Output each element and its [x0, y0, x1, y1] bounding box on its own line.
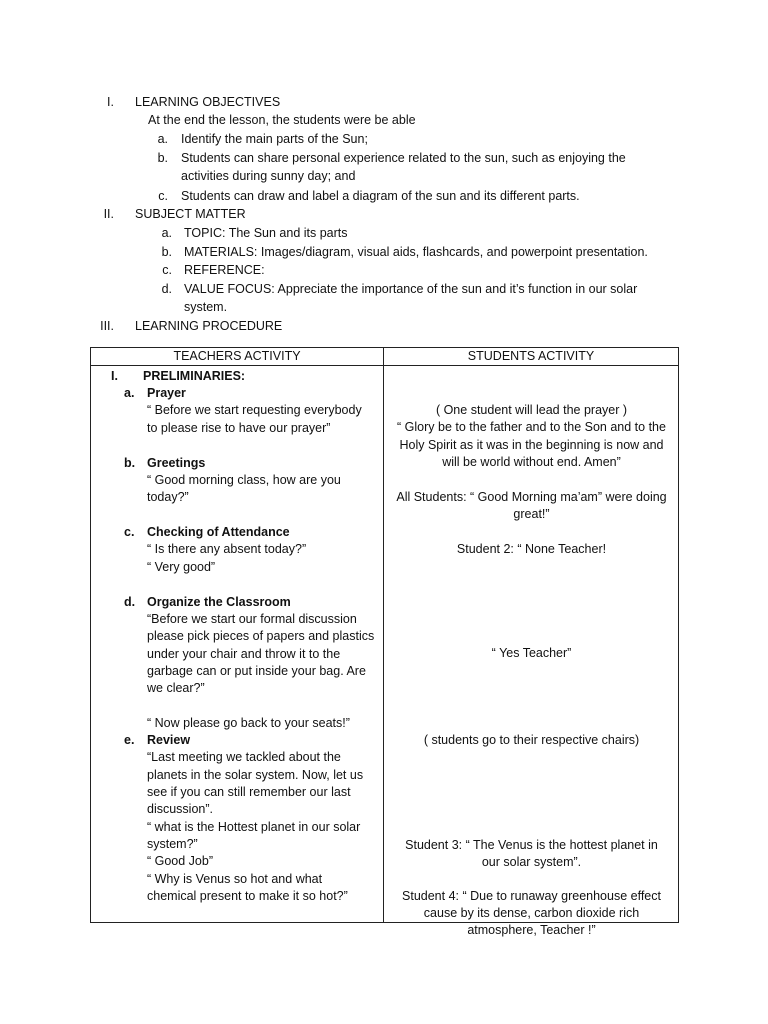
teacher-line: see if you can still remember our last: [147, 785, 351, 799]
teacher-activity-cell: [91, 366, 384, 923]
student-line: “ Glory be to the father and to the Son and to the: [397, 420, 666, 434]
student-line: Student 4: “ Due to runaway greenhouse effect: [402, 889, 661, 903]
teacher-line: “Last meeting we tackled about the: [147, 750, 341, 764]
teacher-line: planets in the solar system. Now, let us: [147, 768, 364, 782]
student-line: Holy Spirit as it was in the beginning is now and: [399, 438, 664, 452]
activity-letter: b.: [124, 456, 136, 470]
teacher-line: chemical present to make it so hot?”: [147, 889, 348, 903]
section-title: LEARNING PROCEDURE: [135, 319, 283, 333]
student-line: All Students: “ Good Morning ma’am” were doing: [396, 490, 667, 504]
teacher-line: please pick pieces of papers and plastics: [147, 629, 375, 643]
section-title: SUBJECT MATTER: [135, 207, 246, 221]
list-letter: b.: [161, 245, 172, 259]
list-text: activities during sunny day; and: [181, 169, 356, 183]
list-text: Students can draw and label a diagram of the sun and its different parts.: [181, 189, 580, 203]
teacher-line: “Before we start our formal discussion: [147, 612, 357, 626]
list-letter: c.: [158, 189, 168, 203]
list-text: MATERIALS: Images/diagram, visual aids, flashcards, and powerpoint presentation.: [184, 245, 648, 259]
activity-title: Review: [147, 733, 191, 747]
section-number: III.: [100, 319, 114, 333]
student-line: “ Yes Teacher”: [491, 646, 572, 660]
table-header-row: [91, 348, 679, 366]
list-letter: a.: [157, 132, 168, 146]
activity-title: Checking of Attendance: [147, 525, 290, 539]
student-line: will be world without end. Amen”: [442, 455, 621, 469]
table-row: [91, 366, 679, 923]
teacher-line: system?”: [147, 837, 198, 851]
student-line: our solar system”.: [481, 855, 582, 869]
teacher-line: “ Very good”: [147, 560, 216, 574]
prelim-title: PRELIMINARIES:: [143, 369, 246, 383]
prelim-number: I.: [111, 369, 118, 383]
activity-letter: e.: [124, 733, 135, 747]
list-text: Identify the main parts of the Sun;: [181, 132, 368, 146]
activity-title: Greetings: [147, 456, 206, 470]
section-number: II.: [103, 207, 114, 221]
activity-table: [90, 347, 679, 937]
objectives-intro: At the end the lesson, the students were be able: [148, 113, 416, 127]
activity-letter: d.: [124, 595, 136, 609]
list-text: TOPIC: The Sun and its parts: [184, 226, 348, 240]
teacher-line: to please rise to have our prayer”: [147, 421, 331, 435]
student-line: Student 3: “ The Venus is the hottest planet in: [405, 838, 658, 852]
teacher-line: “ Good morning class, how are you: [147, 473, 341, 487]
student-line: ( One student will lead the prayer ): [435, 403, 628, 417]
student-line: Student 2: “ None Teacher!: [456, 542, 607, 556]
list-text: VALUE FOCUS: Appreciate the importance of the sun and it’s function in our solar: [184, 282, 638, 296]
activity-title: Prayer: [147, 386, 186, 400]
list-text: system.: [184, 300, 228, 314]
teacher-line: under your chair and throw it to the: [147, 647, 341, 661]
list-letter: b.: [157, 151, 168, 165]
header-teachers-activity: TEACHERS ACTIVITY: [91, 348, 384, 366]
list-text: REFERENCE:: [184, 263, 265, 277]
teacher-line: discussion”.: [147, 802, 213, 816]
section-title: LEARNING OBJECTIVES: [135, 95, 281, 109]
student-activity-cell: [384, 366, 679, 937]
section-number: I.: [107, 95, 114, 109]
list-letter: d.: [161, 282, 172, 296]
teacher-line: “ Good Job”: [147, 854, 214, 868]
list-letter: a.: [161, 226, 172, 240]
activity-letter: a.: [124, 386, 135, 400]
student-line: atmosphere, Teacher !”: [467, 923, 596, 937]
teacher-line: “ Is there any absent today?”: [147, 542, 307, 556]
student-line: ( students go to their respective chairs): [423, 733, 640, 747]
activity-letter: c.: [124, 525, 135, 539]
teacher-line: “ what is the Hottest planet in our solar: [147, 820, 361, 834]
list-text: Students can share personal experience related to the sun, such as enjoying the: [181, 151, 626, 165]
list-letter: c.: [162, 263, 172, 277]
teacher-line: we clear?”: [147, 681, 205, 695]
student-line: great!”: [513, 507, 550, 521]
student-line: cause by its dense, carbon dioxide rich: [423, 906, 640, 920]
header-students-activity: STUDENTS ACTIVITY: [384, 348, 679, 366]
teacher-line: today?”: [147, 490, 189, 504]
teacher-line: “ Why is Venus so hot and what: [147, 872, 323, 886]
teacher-line: “ Now please go back to your seats!”: [147, 716, 350, 730]
teacher-line: “ Before we start requesting everybody: [147, 403, 362, 417]
activity-title: Organize the Classroom: [147, 595, 291, 609]
teacher-line: garbage can or put inside your bag. Are: [147, 664, 366, 678]
